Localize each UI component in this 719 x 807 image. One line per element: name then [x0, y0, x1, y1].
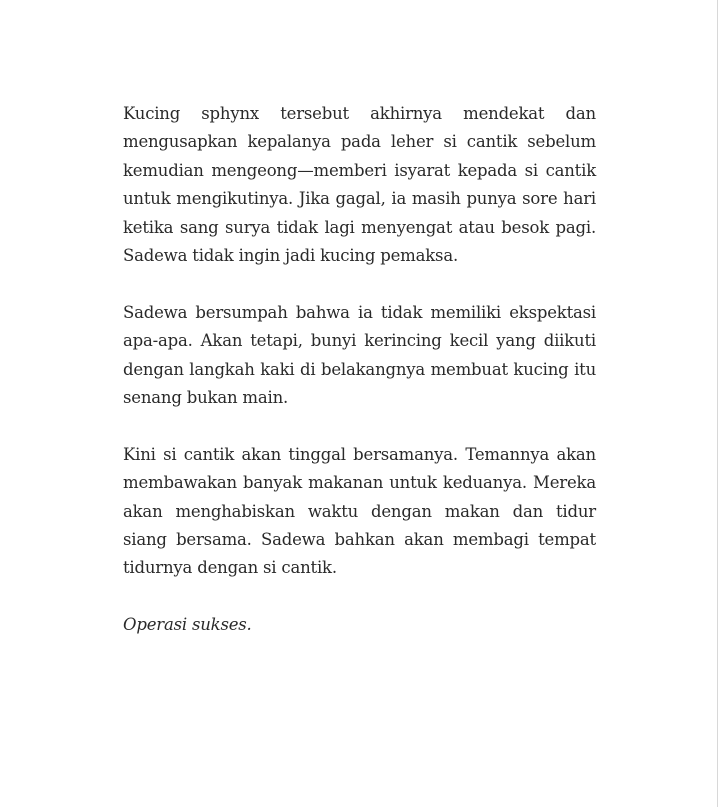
paragraph-2: Sadewa bersumpah bahwa ia tidak memiliki ekspektasi apa-apa. Akan tetapi, bunyi kerincing kecil yang diikuti dengan langkah kaki di belakangnya membuat kucing itu senang bukan main.: [123, 302, 596, 408]
paragraph-3: Kini si cantik akan tinggal bersamanya. Temannya akan membawakan banyak makanan untuk keduanya. Mereka akan menghabiskan waktu dengan makan dan tidur siang bersama. Sadewa bahkan akan membagi tempat tidurnya dengan si cantik.: [123, 444, 596, 578]
page-edge-divider: [717, 0, 718, 807]
paragraph-1: Kucing sphynx tersebut akhirnya mendekat dan mengusapkan kepalanya pada leher si cantik sebelum kemudian mengeong—memberi isyarat kepada si cantik untuk mengikutinya. Jika gagal, ia masih punya sore hari ketika sang surya tidak lagi menyengat atau besok pagi. Sadewa tidak ingin jadi kucing pemaksa.: [123, 104, 596, 266]
closing-line: Operasi sukses.: [123, 615, 252, 635]
page-text-body: [123, 100, 596, 640]
